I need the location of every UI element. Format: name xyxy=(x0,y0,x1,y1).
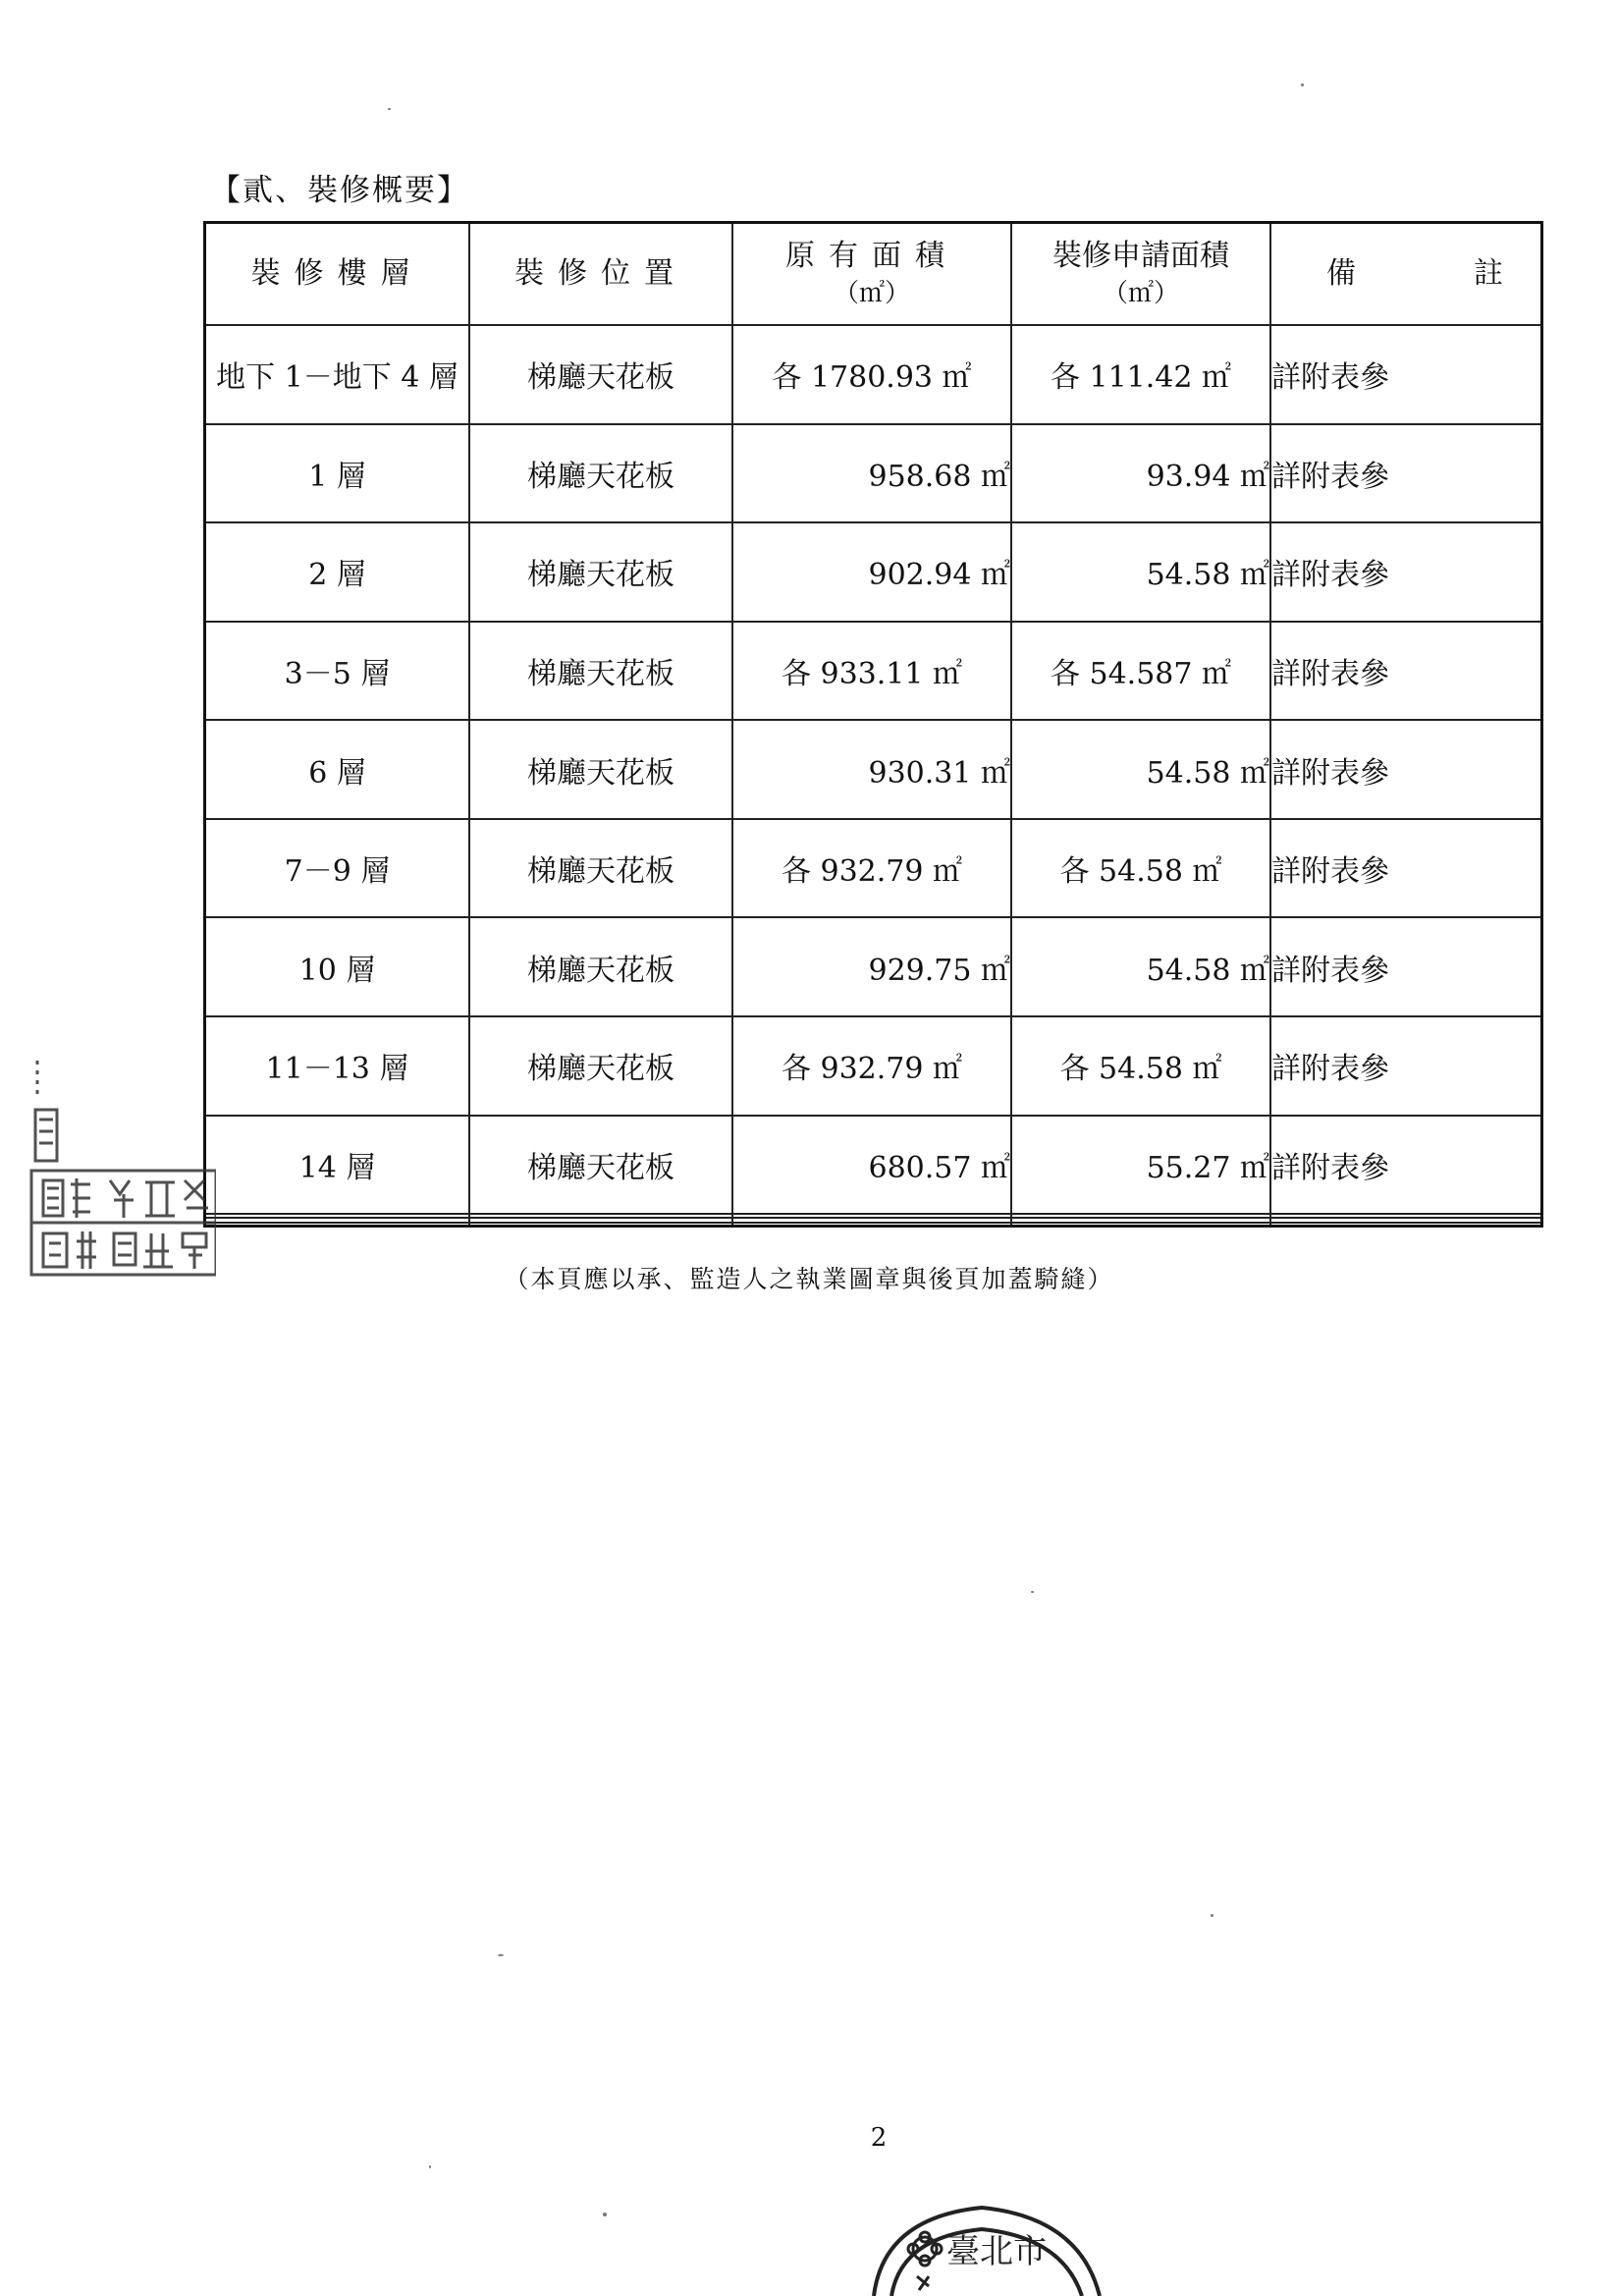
cell-original-area: 各 932.79 ㎡ xyxy=(732,1016,1011,1116)
scan-speck xyxy=(603,2213,607,2216)
cell-remark: 詳附表參 xyxy=(1270,917,1540,1016)
renovation-summary-table xyxy=(206,224,1540,1225)
footnote: （本頁應以承、監造人之執業圖章與後頁加蓋騎縫） xyxy=(504,1265,1114,1293)
cell-floor: 11－13 層 xyxy=(206,1016,469,1116)
cell-remark: 詳附表參 xyxy=(1270,1016,1540,1116)
seal-bottom-text: 臺北市 xyxy=(946,2232,1047,2271)
cell-remark: 詳附表參 xyxy=(1270,720,1540,819)
cell-applied-area: 各 111.42 ㎡ xyxy=(1011,325,1270,424)
cell-floor: 地下 1－地下 4 層 xyxy=(206,325,469,424)
cell-applied-area: 55.27 ㎡ xyxy=(1011,1116,1270,1215)
cell-location: 梯廳天花板 xyxy=(469,720,732,819)
header-location: 裝修位置 xyxy=(469,224,732,325)
scan-speck xyxy=(388,108,391,110)
cell-original-area: 680.57 ㎡ xyxy=(732,1116,1011,1215)
cell-floor: 14 層 xyxy=(206,1116,469,1215)
cell-remark: 詳附表參 xyxy=(1270,622,1540,721)
section-title: 【貳、裝修概要】 xyxy=(210,173,469,208)
cell-location: 梯廳天花板 xyxy=(469,424,732,523)
table-row xyxy=(206,622,1540,721)
table-row xyxy=(206,819,1540,918)
cell-location: 梯廳天花板 xyxy=(469,622,732,721)
cell-applied-area: 各 54.58 ㎡ xyxy=(1011,819,1270,918)
architect-seal-icon xyxy=(29,1061,216,1277)
cell-original-area: 各 932.79 ㎡ xyxy=(732,819,1011,918)
header-applied-area-unit: （㎡） xyxy=(1102,278,1179,308)
table-row xyxy=(206,424,1540,523)
cell-original-area: 929.75 ㎡ xyxy=(732,917,1011,1016)
table-row xyxy=(206,1016,1540,1116)
cell-location: 梯廳天花板 xyxy=(469,325,732,424)
cell-location: 梯廳天花板 xyxy=(469,1016,732,1116)
header-floor: 裝修樓層 xyxy=(206,224,469,325)
city-stamp-icon xyxy=(854,2178,1109,2296)
cell-floor: 10 層 xyxy=(206,917,469,1016)
cell-applied-area: 各 54.58 ㎡ xyxy=(1011,1016,1270,1116)
table-row xyxy=(206,720,1540,819)
header-remark-char-2: 註 xyxy=(1474,255,1503,291)
cell-remark: 詳附表參 xyxy=(1270,522,1540,622)
header-remark-char-1: 備 xyxy=(1326,255,1356,291)
table-row xyxy=(206,325,1540,424)
cell-remark: 詳附表參 xyxy=(1270,325,1540,424)
cell-floor: 2 層 xyxy=(206,522,469,622)
cell-floor: 7－9 層 xyxy=(206,819,469,918)
header-remark xyxy=(1270,224,1540,325)
scan-speck xyxy=(1211,1914,1214,1917)
scan-speck xyxy=(1031,1591,1034,1593)
cell-original-area: 958.68 ㎡ xyxy=(732,424,1011,523)
cell-location: 梯廳天花板 xyxy=(469,522,732,622)
cell-applied-area: 93.94 ㎡ xyxy=(1011,424,1270,523)
cell-original-area: 各 1780.93 ㎡ xyxy=(732,325,1011,424)
scan-speck xyxy=(429,2165,431,2168)
cell-floor: 6 層 xyxy=(206,720,469,819)
renovation-summary-table-frame xyxy=(203,221,1543,1228)
table-row xyxy=(206,1116,1540,1215)
cell-location: 梯廳天花板 xyxy=(469,917,732,1016)
cell-applied-area: 各 54.587 ㎡ xyxy=(1011,622,1270,721)
header-original-area-unit: （㎡） xyxy=(833,278,910,308)
table-row xyxy=(206,522,1540,622)
cell-applied-area: 54.58 ㎡ xyxy=(1011,720,1270,819)
table-row-empty xyxy=(206,1223,1540,1225)
table-row xyxy=(206,917,1540,1016)
table-header-row xyxy=(206,224,1540,325)
cell-location: 梯廳天花板 xyxy=(469,819,732,918)
cell-floor: 3－5 層 xyxy=(206,622,469,721)
header-applied-area-label: 裝修申請面積 xyxy=(1052,239,1229,274)
scan-speck xyxy=(1301,83,1304,86)
cell-applied-area: 54.58 ㎡ xyxy=(1011,522,1270,622)
header-original-area-label: 原有面積 xyxy=(785,239,958,274)
scan-speck xyxy=(498,1954,504,1956)
header-applied-area xyxy=(1011,224,1270,325)
cell-applied-area: 54.58 ㎡ xyxy=(1011,917,1270,1016)
cell-original-area: 930.31 ㎡ xyxy=(732,720,1011,819)
page-number: 2 xyxy=(870,2123,888,2153)
cell-location: 梯廳天花板 xyxy=(469,1116,732,1215)
cell-original-area: 902.94 ㎡ xyxy=(732,522,1011,622)
cell-original-area: 各 933.11 ㎡ xyxy=(732,622,1011,721)
cell-floor: 1 層 xyxy=(206,424,469,523)
cell-remark: 詳附表參 xyxy=(1270,424,1540,523)
cell-remark: 詳附表參 xyxy=(1270,819,1540,918)
cell-remark: 詳附表參 xyxy=(1270,1116,1540,1215)
header-original-area xyxy=(732,224,1011,325)
